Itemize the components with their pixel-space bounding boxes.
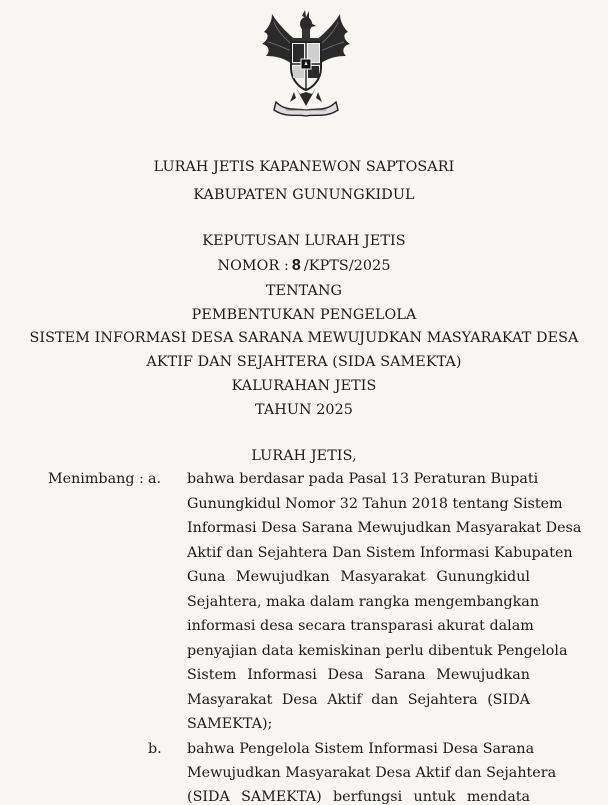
item-a-line: Guna Mewujudkan Masyarakat Gunungkidul [187, 569, 530, 585]
item-b-line: (SIDA SAMEKTA) berfungsi untuk mendata [187, 789, 530, 805]
header-line-2: KABUPATEN GUNUNGKIDUL [193, 187, 415, 203]
decree-tentang: TENTANG [265, 283, 343, 299]
decree-title: KEPUTUSAN LURAH JETIS [202, 233, 406, 249]
subject-line: AKTIF DAN SEJAHTERA (SIDA SAMEKTA) [146, 354, 462, 370]
item-b-line: Mewujudkan Masyarakat Desa Aktif dan Sejahtera [187, 765, 557, 781]
nomor-number: 8 [291, 257, 301, 274]
subject-line: KALURAHAN JETIS [231, 378, 377, 394]
item-a-line: Sistem Informasi Desa Sarana Mewujudkan [187, 667, 530, 683]
item-marker-a: a. [148, 471, 162, 487]
subject-line: PEMBENTUKAN PENGELOLA [191, 307, 417, 323]
issuer-heading: LURAH JETIS, [251, 448, 357, 464]
header-line-1: LURAH JETIS KAPANEWON SAPTOSARI [153, 159, 455, 175]
menimbang-label: Menimbang : [48, 471, 144, 487]
item-a-line: bahwa berdasar pada Pasal 13 Peraturan Bupati [187, 471, 539, 487]
subject-line: TAHUN 2025 [254, 402, 354, 418]
item-a-line: Gunungkidul Nomor 32 Tahun 2018 tentang Sistem [187, 496, 563, 512]
garuda-emblem [258, 10, 354, 122]
item-marker-b: b. [148, 741, 162, 757]
item-a-line: Sejahtera, maka dalam rangka mengembangkan [187, 594, 540, 610]
item-b-line: bahwa Pengelola Sistem Informasi Desa Sarana [187, 741, 535, 757]
item-a-line: informasi desa secara transparasi akurat dalam [187, 618, 534, 634]
item-a-line: Masyarakat Desa Aktif dan Sejahtera (SIDA [187, 692, 530, 708]
nomor-suffix: /KPTS/2025 [303, 258, 391, 274]
item-a-line: Aktif dan Sejahtera Dan Sistem Informasi Kabupaten [187, 545, 573, 561]
item-a-line: SAMEKTA); [187, 716, 273, 732]
item-a-line: penyajian data kemiskinan perlu dibentuk Pengelola [187, 643, 568, 659]
decree-number [0, 257, 608, 275]
subject-line: SISTEM INFORMASI DESA SARANA MEWUJUDKAN MASYARAKAT DESA [29, 330, 579, 346]
item-a-line: Informasi Desa Sarana Mewujudkan Masyarakat Desa [187, 520, 582, 536]
nomor-prefix: NOMOR : [217, 258, 289, 274]
